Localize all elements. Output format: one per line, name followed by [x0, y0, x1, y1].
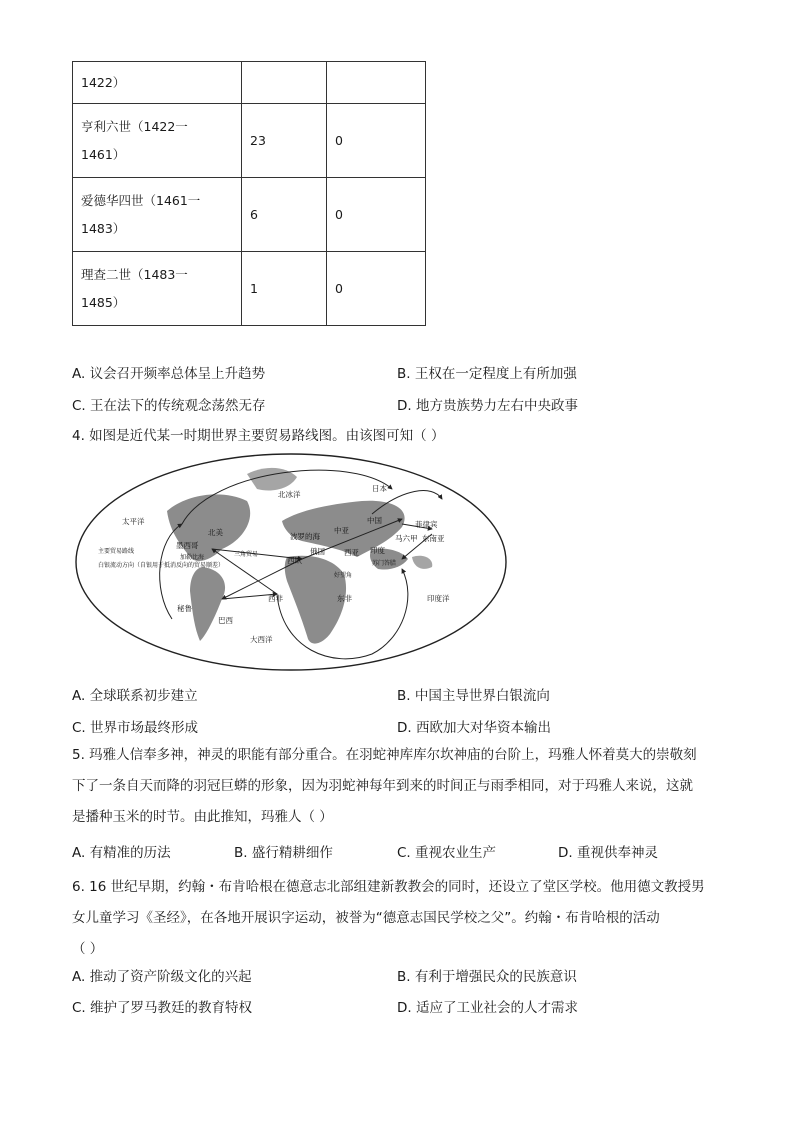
reign-name-line: 爱德华四世（1461一 [81, 192, 201, 208]
label-southeast-asia: 东南亚 [422, 534, 445, 543]
table-cell [242, 62, 327, 104]
label-india: 印度 [370, 546, 385, 555]
label-china: 中国 [367, 516, 382, 525]
q4-option-a[interactable]: A. 全球联系初步建立 [72, 688, 198, 704]
label-russia: 俄国 [310, 547, 325, 556]
label-pacific: 太平洋 [122, 517, 145, 526]
label-malacca: 马六甲 [395, 534, 418, 543]
label-west-asia: 西亚 [344, 548, 359, 557]
label-cape: 好望角 [334, 573, 353, 579]
table-row [73, 104, 426, 178]
label-western-europe: 西欧 [287, 556, 302, 565]
reign-name-line: 理查二世（1483一 [81, 266, 188, 282]
q6-option-b[interactable]: B. 有利于增强民众的民族意识 [397, 969, 577, 985]
label-north-america: 北美 [208, 528, 223, 537]
table-row [73, 178, 426, 252]
q5-line: 5. 玛雅人信奉多神，神灵的职能有部分重合。在羽蛇神库库尔坎神庙的台阶上，玛雅人怀着莫大的崇敬刻 [72, 747, 697, 763]
table-row [73, 252, 426, 326]
q5-stem [72, 740, 732, 833]
label-philippines: 菲律宾 [415, 520, 438, 529]
q6-stem [72, 872, 732, 965]
table-cell: 1422） [73, 62, 242, 104]
table-cell: 6 [242, 178, 327, 252]
label-arctic: 北冰洋 [278, 490, 301, 499]
reign-table [72, 61, 426, 326]
reign-name-line: 亨利六世（1422一 [81, 118, 188, 134]
table-cell [73, 104, 242, 178]
table-cell [73, 252, 242, 326]
q6-option-c[interactable]: C. 维护了罗马教廷的教育特权 [72, 1000, 253, 1016]
table-cell: 0 [327, 252, 426, 326]
q6-option-a[interactable]: A. 推动了资产阶级文化的兴起 [72, 969, 252, 985]
q5-option-d[interactable]: D. 重视供奉神灵 [558, 845, 658, 861]
q5-option-a[interactable]: A. 有精准的历法 [72, 845, 171, 861]
label-triangle-trade: 三角贸易 [234, 552, 259, 558]
table-cell: 1 [242, 252, 327, 326]
q5-line: 是播种玉米的时节。由此推知，玛雅人（ ） [72, 809, 333, 825]
label-caribbean: 加勒比海 [180, 555, 205, 561]
world-trade-route-map [72, 449, 510, 678]
label-central-asia: 中亚 [334, 526, 349, 535]
label-japan: 日本 [372, 484, 387, 493]
label-peru: 秘鲁 [177, 604, 192, 613]
table-cell: 0 [327, 104, 426, 178]
q6-option-d[interactable]: D. 适应了工业社会的人才需求 [397, 1000, 578, 1016]
label-east-africa: 东非 [337, 594, 352, 603]
q4-stem: 4. 如图是近代某一时期世界主要贸易路线图。由该图可知（ ） [72, 428, 445, 444]
q3-option-c[interactable]: C. 王在法下的传统观念荡然无存 [72, 398, 266, 414]
table-cell [73, 178, 242, 252]
label-mexico: 墨西哥 [176, 541, 199, 550]
label-sumatra: 苏门答腊 [372, 561, 397, 567]
reign-name-line: 1461） [81, 146, 126, 162]
q4-option-d[interactable]: D. 西欧加大对华资本输出 [397, 720, 551, 736]
q3-option-d[interactable]: D. 地方贵族势力左右中央政事 [397, 398, 578, 414]
q5-option-b[interactable]: B. 盛行精耕细作 [234, 845, 333, 861]
label-west-africa: 西非 [268, 594, 283, 603]
q5-option-c[interactable]: C. 重视农业生产 [397, 845, 497, 861]
table-cell: 0 [327, 178, 426, 252]
reign-name-line: 1483） [81, 220, 126, 236]
q3-option-b[interactable]: B. 王权在一定程度上有所加强 [397, 366, 577, 382]
q4-option-b[interactable]: B. 中国主导世界白银流向 [397, 688, 550, 704]
table-cell: 23 [242, 104, 327, 178]
q4-option-c[interactable]: C. 世界市场最终形成 [72, 720, 199, 736]
table-cell [327, 62, 426, 104]
legend-route: 主要贸易路线 [98, 549, 135, 555]
reign-name-line: 1485） [81, 294, 126, 310]
label-brazil: 巴西 [218, 616, 233, 625]
q3-option-a[interactable]: A. 议会召开频率总体呈上升趋势 [72, 366, 266, 382]
q5-line: 下了一条自天而降的羽冠巨蟒的形象，因为羽蛇神每年到来的时间正与雨季相同，对于玛雅人来说，这就 [72, 778, 693, 794]
label-atlantic: 大西洋 [250, 635, 273, 644]
label-indian-ocean: 印度洋 [427, 594, 450, 603]
q6-line: （ ） [72, 941, 104, 957]
q6-line: 6. 16 世纪早期，约翰・布肯哈根在德意志北部组建新教教会的同时，还设立了堂区学校。他用德文教授男 [72, 879, 705, 895]
legend-silver: 白银流动方向（自银用于抵消反向的贸易顺差） [98, 563, 225, 569]
table-row [73, 62, 426, 104]
q6-line: 女儿童学习《圣经》，在各地开展识字运动，被誉为“德意志国民学校之父”。约翰・布肯哈根的活动 [72, 910, 660, 926]
label-baltic: 波罗的海 [290, 532, 320, 541]
